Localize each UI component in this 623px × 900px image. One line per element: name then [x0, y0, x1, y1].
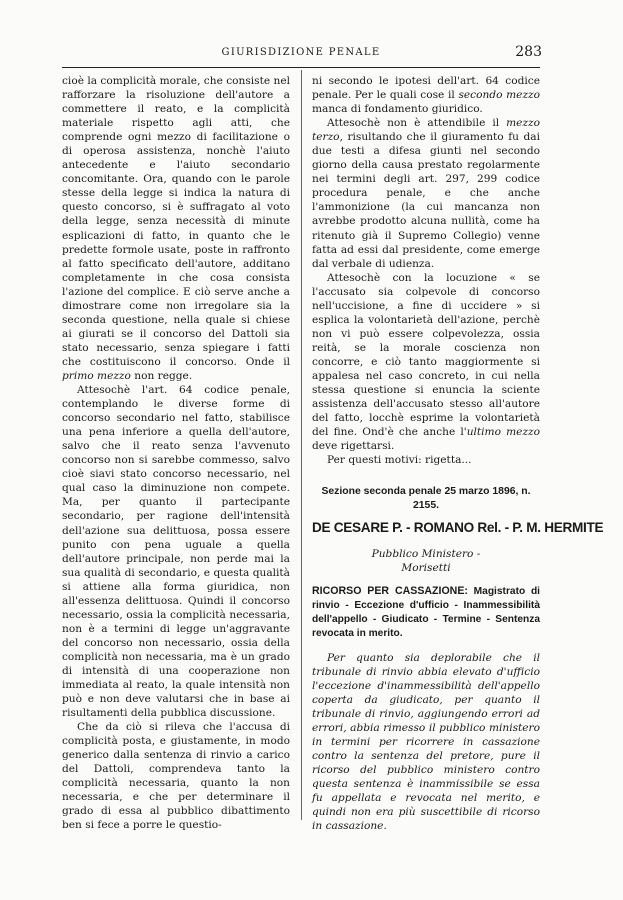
paragraph-text: non regge. — [130, 369, 193, 382]
paragraph-text: Attesochè non è attendibile il — [327, 117, 507, 130]
paragraph: Che da ciò si rileva che l'accusa di complicità posta, e giustamente, in modo generico dalla sentenza di rinvio a carico del Dattoli, comprendeva tanto la complicità necessaria, quanto la non necessaria, e che per determinare il grado di essa al pubblico dibattimento ben si fece a porre le questio- — [62, 721, 290, 832]
summary-paragraph: Per quanto sia deplorabile che il tribunale di rinvio abbia elevato d'ufficio l'eccezione d'inammessibilità dell'appello coperta da giudicato, per quanto il tribunale di rinvio, aggiungendo errori ad errori, abbia rimesso il pubblico ministero in termini per ricorrere in cassazione contro la sentenza del pretore, pure il ricorso del pubblico ministero contro questa sentenza è inammissibile se essa fu appellata e revocata nel merito, e quindi non era più suscettibile di ricorso in cassazione. — [312, 651, 540, 833]
emphasis: primo mezzo — [62, 369, 131, 382]
paragraph — [312, 271, 540, 454]
running-head — [62, 44, 542, 65]
paragraph — [312, 74, 540, 116]
public-ministry-line: Pubblico Ministero - — [371, 548, 481, 561]
paragraph: Attesochè l'art. 64 codice penale, contemplando le diverse forme di concorso secondario nel fatto, stabilisce una pena inferiore a quella dell'autore, salvo che il reato senza l'avvenuto concorso non si sarebbe commesso, salvo cioè siavi stato concorso necessario, nel qual caso la diminuzione non compete. Ma, per quanto il partecipante secondario, per ragione dell'intensità dell'azione sua delittuosa, possa essere punito con pena uguale a quella dell'autore principale, non perde mai la sua qualità di secondario, e questa qualità si attiene alla forma giuridica, non all'essenza delittuosa. Quindi il concorso necessario, ossia la complicità necessaria, non è a termini di legge un'aggravante del concorso non necessario, ossia della complicità non necessaria, ma è un grado di intensità di una cooperazione non immediata al reato, la quale intensità non può e non deve valutarsi che in base ai risultamenti della pubblica discussione. — [62, 384, 290, 720]
header-rule — [62, 67, 540, 68]
emphasis: ultimo mezzo — [466, 426, 540, 439]
paragraph-text: manca di fondamento giuridico. — [312, 103, 483, 116]
emphasis: secondo mezzo — [458, 89, 540, 102]
headnote — [312, 585, 540, 640]
paragraph-text: , risultando che il giuramento fu dai due testi a difesa giunti nel secondo giorno della causa prestato regolarmente nei termini degli art. 297, 299 codice procedura penale, e che anche l'ammonizione (la cui mancanza non avrebbe prodotto alcuna nullità, come ha ritenuto già il Supremo Collegio) venne fatta ad essi dal presidente, come emerge dal verbale di udienza. — [312, 131, 540, 270]
paragraph-text: cioè la complicità morale, che consiste nel rafforzare la risoluzione dell'autore a commettere il reato, e la complicità materiale rispetto agli atti, che comprende ogni mezzo di facilitazione o di operosa assistenza, nonchè l'aiuto antecedente e l'aiuto secondario concomitante. Ora, quando con le parole stesse della legge si indica la natura di questo concorso, si è suffragato al voto della legge, senza necessità di minute esplicazioni di fatto, in quanto che le predette formole usate, poste in raffronto al fatto specificato dell'autore, additano completamente in che cosa consista l'azione del complice. E ciò serve anche a dimostrare come non irregolare sia la seconda questione, nella quale si chiese ai giurati se il concorso del Dattoli sia stato necessario, senza spiegare i fatti che costituiscono il concorso. Onde il — [62, 75, 290, 368]
paragraph — [312, 116, 540, 271]
right-column — [312, 74, 604, 833]
page-number: 283 — [515, 44, 542, 60]
section-heading: Sezione seconda penale 25 marzo 1896, n. 2155. — [321, 486, 531, 512]
public-ministry-name: Morisetti — [401, 562, 451, 575]
paragraph-text: deve rigettarsi. — [312, 440, 395, 453]
left-column — [62, 74, 290, 833]
column-divider — [301, 70, 302, 820]
paragraph: Per questi motivi: rigetta... — [327, 454, 472, 467]
paragraph-text: ni secondo le ipotesi dell'art. 64 codice penale. Per le quali cose il — [312, 75, 540, 102]
judges-line: DE CESARE P. - ROMANO Rel. - P. M. HERMITE — [312, 520, 604, 536]
running-title: GIURISDIZIONE PENALE — [221, 47, 381, 58]
section-spacer — [312, 467, 540, 485]
headnote-text: Magistrato di rinvio - Eccezione d'ufficio - Inammessibilità dell'appello - Giudicato - Termine - Sentenza revocata in merito. — [312, 586, 540, 639]
paragraph — [62, 74, 290, 383]
paragraph-text: Attesochè con la locuzione « se l'accusato sia colpevole di concorso nell'uccisione, a fine di uccidere » si esplica la volontarietà dell'azione, perchè non vi può essere colpevolezza, ossia reità, se la morale coscienza non concorre, e ciò tanto maggiormente si appalesa nel caso concreto, in cui nella stessa questione si enuncia la sciente assistenza dell'accusato stesso all'autore del fatto, locchè esprime la volontarietà del fine. Ond'è che anche l' — [312, 271, 540, 439]
emphasis: mezzo terzo — [312, 117, 540, 144]
headnote-lead: RICORSO PER CASSAZIONE: — [312, 585, 468, 598]
